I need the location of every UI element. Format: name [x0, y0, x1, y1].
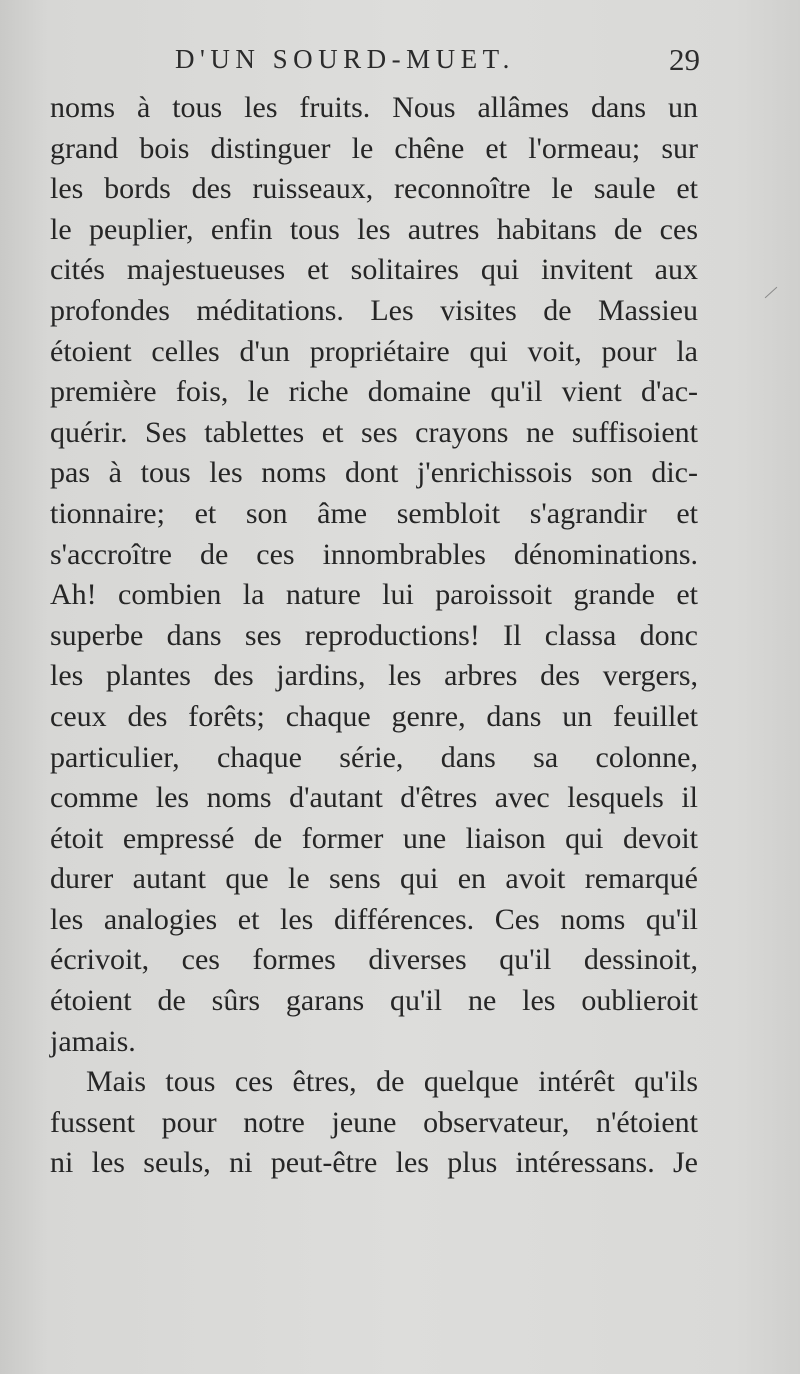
- margin-pencil-mark: [765, 287, 778, 298]
- text-line: s'accroître de ces innombrables dénominations.: [50, 537, 698, 571]
- text-line: quérir. Ses tablettes et ses crayons ne suffisoient: [50, 415, 698, 449]
- text-line: comme les noms d'autant d'êtres avec lesquels il: [50, 781, 698, 815]
- page-number: 29: [669, 42, 700, 77]
- text-line: le peuplier, enfin tous les autres habitans de ces: [50, 212, 698, 246]
- text-line: durer autant que le sens qui en avoit remarqué: [50, 862, 698, 896]
- text-line: première fois, le riche domaine qu'il vient d'ac-: [50, 375, 698, 409]
- text-line: étoit empressé de former une liaison qui devoit: [50, 821, 698, 855]
- text-line: noms à tous les fruits. Nous allâmes dans un: [50, 91, 698, 124]
- running-title: D'UN SOURD-MUET.: [175, 44, 515, 74]
- paragraph-end-line: jamais.: [50, 1024, 136, 1058]
- text-line: les bords des ruisseaux, reconnoître le saule et: [50, 172, 698, 206]
- text-line: pas à tous les noms dont j'enrichissois son dic-: [50, 456, 698, 490]
- text-line: grand bois distinguer le chêne et l'ormeau; sur: [50, 131, 698, 165]
- text-line: Ah! combien la nature lui paroissoit grande et: [50, 578, 698, 612]
- text-line: les analogies et les différences. Ces noms qu'il: [50, 902, 698, 936]
- running-head: [0, 44, 800, 84]
- text-line: cités majestueuses et solitaires qui invitent aux: [50, 253, 698, 287]
- text-line: étoient celles d'un propriétaire qui voit, pour la: [50, 334, 698, 368]
- text-line: ni les seuls, ni peut-être les plus intéressans. Je: [50, 1146, 698, 1180]
- text-line: particulier, chaque série, dans sa colonne,: [50, 740, 698, 774]
- text-line: superbe dans ses reproductions! Il classa donc: [50, 618, 698, 652]
- text-line: tionnaire; et son âme sembloit s'agrandir et: [50, 496, 698, 530]
- text-line: les plantes des jardins, les arbres des vergers,: [50, 659, 698, 693]
- text-line: fussent pour notre jeune observateur, n'étoient: [50, 1105, 698, 1139]
- body-text: [50, 88, 698, 1184]
- text-line: étoient de sûrs garans qu'il ne les oublieroit: [50, 984, 698, 1018]
- text-line: ceux des forêts; chaque genre, dans un feuillet: [50, 699, 698, 733]
- text-line: écrivoit, ces formes diverses qu'il dessinoit,: [50, 943, 698, 977]
- paragraph-start-line: Mais tous ces êtres, de quelque intérêt qu'ils: [86, 1065, 698, 1099]
- text-line: profondes méditations. Les visites de Massieu: [50, 293, 698, 327]
